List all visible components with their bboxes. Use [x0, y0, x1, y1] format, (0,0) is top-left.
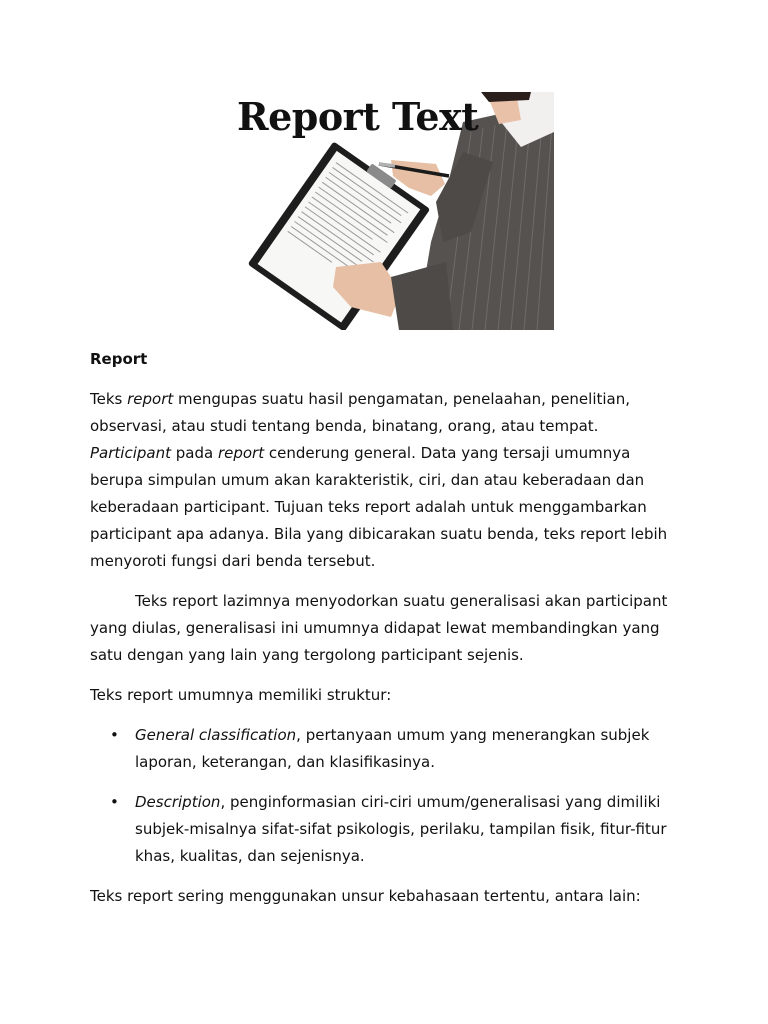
paragraph-definition: Teks report mengupas suatu hasil pengamatan, penelaahan, penelitian, observasi, atau studi tentang benda, binatang, orang, atau tempat. Participant pada report cenderung general. Data yang tersaji umumnya berupa simpulan umum akan karakteristik, ciri, dan atau keberadaan dan keberadaan participant. Tujuan teks report adalah untuk menggambarkan participant apa adanya. Bila yang dibicarakan suatu benda, teks report lebih menyoroti fungsi dari benda tersebut. — [90, 390, 668, 570]
section-heading: Report — [90, 350, 148, 368]
paragraph-generalization: Teks report lazimnya menyodorkan suatu generalisasi akan participant yang diulas, generalisasi ini umumnya didapat lewat membandingkan yang satu dengan yang lain yang tergolong participant sejenis. — [90, 592, 668, 664]
list-text: , penginformasian ciri-ciri umum/generalisasi yang dimiliki subjek-misalnya sifat-sifat psikologis, perilaku, tampilan fisik, fitur-fitur khas, kualitas, dan sejenisnya. — [135, 793, 667, 865]
structure-list — [90, 722, 682, 870]
illustration-title: Report Text — [237, 94, 479, 139]
document-body — [90, 346, 682, 923]
report-text-illustration — [231, 92, 554, 330]
list-term: Description — [135, 793, 221, 811]
paragraph-structure-intro: Teks report umumnya memiliki struktur: — [90, 686, 392, 704]
list-text: , pertanyaan umum yang menerangkan subjek laporan, keterangan, dan klasifikasinya. — [135, 726, 650, 771]
list-item — [90, 789, 682, 870]
list-term: General classification — [135, 726, 297, 744]
bullet-icon: • — [110, 793, 119, 811]
list-item — [90, 722, 682, 776]
bullet-icon: • — [110, 726, 119, 744]
paragraph-language-features: Teks report sering menggunakan unsur kebahasaan tertentu, antara lain: — [90, 887, 641, 905]
